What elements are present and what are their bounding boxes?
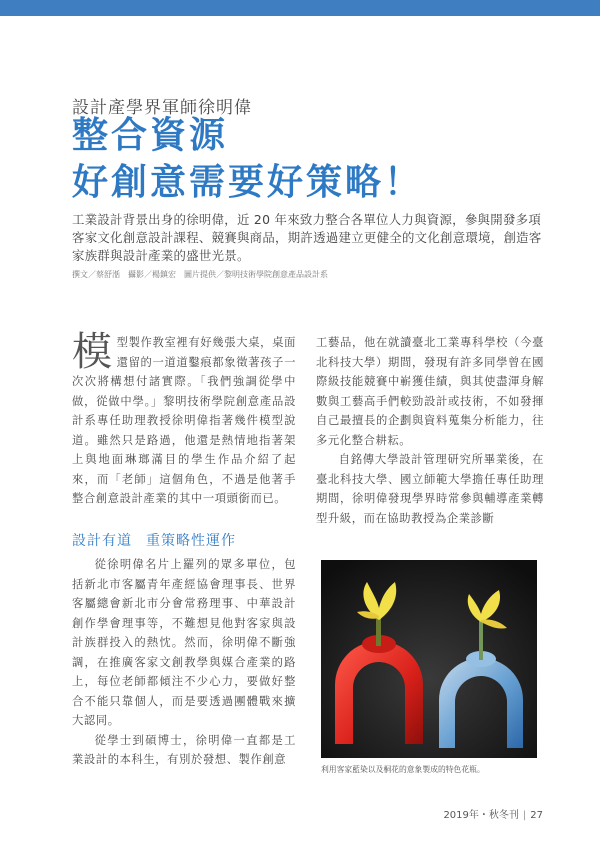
vase-illustration [321, 560, 537, 758]
article-title-line-1: 整合資源 [72, 115, 229, 156]
credits-line: 撰文／蔡舒湉 攝影／楊鎮宏 圖片提供／黎明技術學院創意產品設計系 [72, 270, 328, 279]
article-title-line-2: 好創意需要好策略！ [72, 162, 424, 203]
body-column-left-bottom [72, 555, 296, 770]
section-heading [72, 530, 236, 550]
vase-photo [321, 560, 537, 758]
body-paragraph: 從學士到碩博士，徐明偉一直都是工業設計的本科生，有別於發想、製作創意 [72, 733, 296, 766]
body-column-left-top [72, 329, 296, 509]
section-heading-left: 設計有道 [72, 533, 132, 549]
top-color-band [0, 0, 600, 16]
section-heading-right: 重策略性運作 [146, 533, 236, 549]
issue-label: 2019年・秋冬刊 [443, 810, 519, 821]
body-column-right [316, 333, 544, 528]
body-paragraph: 工藝品，他在就讀臺北工業專科學校（今臺北科技大學）期間，發現有許多同學曾在國際級技能競賽中嶄獲佳績，與其使盡渾身解數與工藝高手們較勁設計或技術，不如發揮自己最擅長的企劃與資料蒐集分析能力，往多元化整合耕耘。 [316, 336, 544, 447]
page-number: 27 [530, 810, 543, 821]
photo-caption: 利用客家藍染以及桐花的意象製成的特色花瓶。 [321, 765, 485, 774]
page-footer: 2019年・秋冬刊 | 27 [443, 810, 543, 821]
body-paragraph: 從徐明偉名片上羅列的眾多單位，包括新北市客屬青年產經協會理事長、世界客屬總會新北市分會常務理事、中華設計創作學會理事等，不難想見他對客家與設計族群投入的熱忱。然而，徐明偉不斷強調，在推廣客家文創教學與媒合產業的路上，每位老師都傾注不少心力，要做好整合不能只靠個人，而是要透過團體戰來擴大認同。 [72, 558, 296, 727]
body-paragraph: 型製作教室裡有好幾張大桌，桌面還留的一道道鑿痕都象徵著孩子一次次將構想付諸實際。「我們強調從學中做，從做中學。」黎明技術學院創意產品設計系專任助理教授徐明偉指著幾件模型說道。雖然只是路過，他還是熱情地指著架上與地面琳瑯滿目的學生作品介紹了起來，而「老師」這個角色，不過是他著手整合創意設計產業的其中一項頭銜而已。 [72, 336, 296, 505]
article-subtitle: 設計產學界軍師徐明偉 [72, 98, 252, 118]
drop-cap: 模 [72, 329, 113, 375]
lead-paragraph: 工業設計背景出身的徐明偉，近 20 年來致力整合各單位人力與資源，參與開發多項客家文化創意設計課程、競賽與商品，期許透過建立更健全的文化創意環境，創造客家族群與設計產業的盛世光景。 [72, 212, 542, 263]
body-paragraph: 自銘傳大學設計管理研究所畢業後，在臺北科技大學、國立師範大學擔任專任助理期間，徐明偉發現學界時常參與輔導產業轉型升級，而在協助教授為企業診斷 [316, 453, 544, 525]
